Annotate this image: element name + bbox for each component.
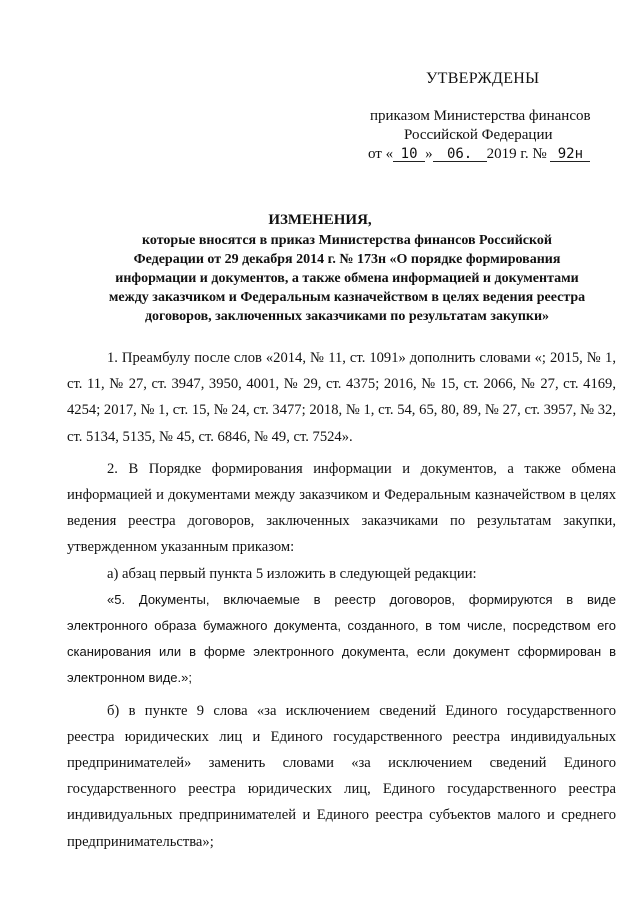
date-prefix: от « xyxy=(368,146,394,162)
order-issuer-line1: приказом Министерства финансов xyxy=(370,108,591,124)
date-quote: » xyxy=(425,146,433,162)
approval-heading: УТВЕРЖДЕНЫ xyxy=(426,70,540,87)
subtitle-line: между заказчиком и Федеральным казначейством в целях ведения реестра xyxy=(108,290,586,305)
document-subtitle xyxy=(78,231,616,326)
subtitle-line: договоров, заключенных заказчиками по результатам закупки» xyxy=(144,309,550,324)
order-number: 92н xyxy=(550,147,590,162)
order-year: 2019 г. № xyxy=(486,146,547,162)
order-date-line xyxy=(368,146,590,163)
order-day: 10 xyxy=(393,147,425,162)
subtitle-line: информации и документов, а также обмена информацией и документами xyxy=(115,271,579,286)
paragraph-preamble: 1. Преамбулу после слов «2014, № 11, ст. 1091» дополнить словами «; 2015, № 1, ст. 11, № 27, ст. 3947, 3950, 4001, № 29, ст. 4375; 2016, № 15, ст. 2066, № 27, ст. 4169, 4254; 2017, № 1, ст. 15, № 24, ст. 3477; 2018, № 1, ст. 54, 65, 80, 89, № 27, ст. 3957, № 32, ст. 5134, 5135, № 45, ст. 6846, № 49, ст. 7524». xyxy=(67,350,616,445)
paragraph-item-a: а) абзац первый пункта 5 изложить в следующей редакции: xyxy=(107,565,477,582)
subtitle-line: Федерации от 29 декабря 2014 г. № 173н «О порядке формирования xyxy=(133,252,561,267)
document-title: ИЗМЕНЕНИЯ, xyxy=(268,212,372,228)
document-body xyxy=(67,345,616,855)
order-issuer-line2: Российской Федерации xyxy=(404,127,553,143)
order-month: 06. xyxy=(433,147,487,162)
paragraph-item-b: б) в пункте 9 слова «за исключением сведений Единого государственного реестра юридических лиц и Единого государственного реестра индивидуальных предпринимателей» заменить словами «за исключением сведений Единого государственного реестра юридических лиц, Единого государственного реестра индивидуальных предпринимателей и Единого реестра субъектов малого и среднего предпринимательства»; xyxy=(67,702,616,850)
subtitle-line: которые вносятся в приказ Министерства финансов Российской xyxy=(142,233,552,248)
paragraph-procedure: 2. В Порядке формирования информации и документов, а также обмена информацией и документами между заказчиком и Федеральным казначейством в целях ведения реестра договоров, заключенных заказчиками по результатам закупки, утвержденном указанным приказом: xyxy=(67,460,616,556)
paragraph-item-5-text: «5. Документы, включаемые в реестр договоров, формируются в виде электронного образа бумажного документа, созданного, в том числе, посредством его сканирования или в форме электронного документа, если документ сформирован в электронном виде.»; xyxy=(67,591,616,686)
